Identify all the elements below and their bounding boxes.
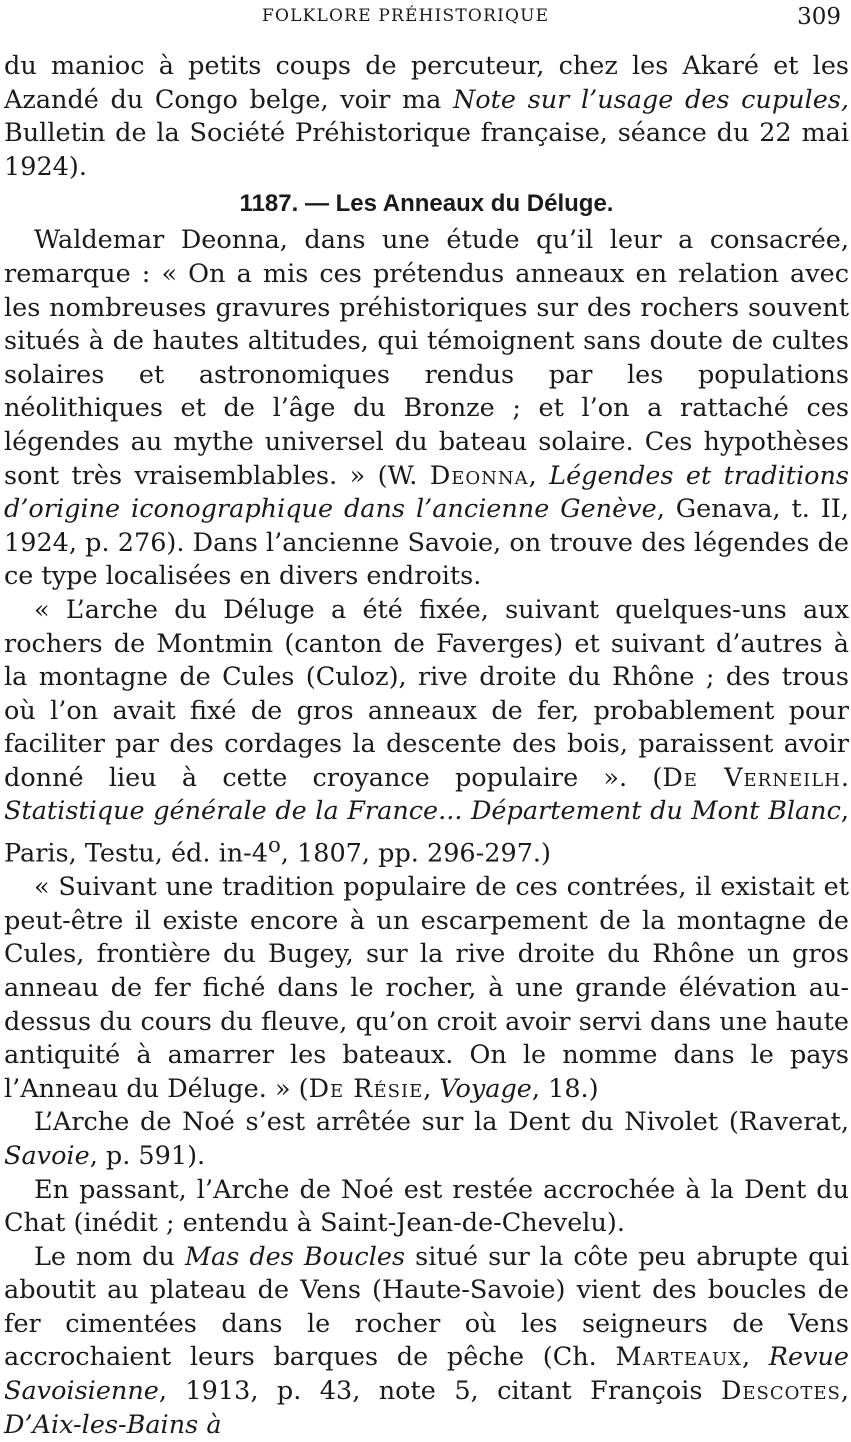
running-head: [0, 4, 851, 32]
section-heading: [4, 184, 849, 224]
paragraph-5: [4, 1174, 849, 1241]
text-run: L’Arche de Noé s’est arrêtée sur la Dent du Nivolet (Raverat,: [34, 1107, 849, 1138]
text-run: ,: [741, 1342, 769, 1373]
text-run: , Paris, Testu, éd. in-4: [4, 796, 849, 869]
page-number: 309: [797, 4, 841, 30]
italic-title: Mas des Boucles: [184, 1241, 406, 1272]
text-run: situé sur la côte peu abrupte qui aboutit au plateau de Vens (Haute-Savoie) vient des boucles de fer cimentées dans le rocher où les seigneurs de Vens accrochaient leurs barques de pêche (Ch.: [4, 1241, 850, 1373]
text-run: En passant, l’Arche de Noé est restée accrochée à la Dent du Chat (inédit ; entendu à Saint-Jean-de-Chevelu).: [4, 1174, 849, 1239]
text-run: ,: [423, 1073, 440, 1104]
italic-title: Statistique générale de la France... Département du Mont Blanc: [4, 796, 841, 827]
italic-title: Voyage: [439, 1073, 532, 1104]
section-dash: —: [304, 190, 329, 218]
author-name: De Résie: [308, 1073, 424, 1104]
text-run: , 1807, pp. 296-297.): [280, 838, 551, 869]
author-name: Descotes: [720, 1376, 841, 1407]
text-run: , p. 591).: [89, 1140, 206, 1171]
text-run: du manioc à petits coups de percuteur, chez les Akaré et les Azandé du Congo belge, voir ma: [4, 51, 849, 115]
italic-title: D’Aix-les-Bains à: [4, 1409, 222, 1440]
author-name: De Verneilh: [662, 762, 841, 793]
text-run: « Suivant une tradition populaire de ces contrées, il existait et peut-être il existe encore à un escarpement de la montagne de Cules, frontière du Bugey, sur la rive droite du Rhône un gros anneau de fer fiché dans le rocher, à une grande élévation au-dessus du cours du fleuve, qu’on croit avoir servi dans une haute antiquité à amarrer les bateaux. On le nomme dans le pays l’Anneau du Déluge. » (: [4, 872, 849, 1104]
superscript: o: [268, 833, 281, 859]
text-run: , 18.): [531, 1073, 599, 1104]
text-run: .: [840, 762, 849, 793]
paragraph-6: [4, 1241, 849, 1442]
text-run: , Genava, t. II, 1924, p. 276). Dans l’ancienne Savoie, on trouve des légendes de ce type localisées en divers endroits.: [4, 494, 849, 592]
section-title: Les Anneaux du Déluge.: [335, 190, 614, 218]
text-run: Waldemar Deonna, dans une étude qu’il leur a consacrée, remarque : « On a mis ces prétendus anneaux en relation avec les nombreuses gravures préhistoriques sur des rochers souvent situés à de hautes altitudes, qui témoignent sans doute de cultes solaires et astronomiques rendus par les populations néolithiques et de l’âge du Bronze ; et l’on a rattaché ces légendes au mythe universel du bateau solaire. Ces hypothèses sont très vraisemblables. » (W.: [4, 225, 849, 491]
running-title: FOLKLORE PRÉHISTORIQUE: [262, 6, 550, 26]
paragraph-4: [4, 1106, 849, 1173]
intro-paragraph: [4, 50, 849, 184]
section-number: 1187.: [239, 190, 299, 218]
text-run: ,: [840, 1376, 849, 1407]
paragraph-3: [4, 871, 849, 1106]
text-run: , 1913, p. 43, note 5, citant François: [158, 1376, 721, 1407]
paragraph-2: [4, 594, 849, 871]
author-name: Marteaux: [615, 1342, 742, 1373]
text-run: « L’arche du Déluge a été fixée, suivant quelques-uns aux rochers de Montmin (canton de Faverges) et suivant d’autres à la montagne de Cules (Culoz), rive droite du Rhône ; des trous où l’on avait fixé de gros anneaux de fer, probablement pour faciliter par des cordages la descente des bois, paraissent avoir donné lieu à cette croyance populaire ». (: [4, 594, 849, 793]
text-run: Bulletin de la Société Préhistorique française, séance du 22 mai 1924).: [4, 118, 849, 182]
italic-title: Savoie: [4, 1140, 90, 1171]
italic-title: Revue Savoisienne: [4, 1342, 850, 1407]
author-name: Deonna: [429, 460, 529, 491]
paragraph-1: [4, 224, 849, 594]
text-run: Le nom du: [34, 1241, 185, 1272]
italic-title: Légendes et traditions d’origine iconographique dans l’ancienne Genève: [4, 460, 850, 525]
text-run: ,: [528, 460, 550, 491]
body-text: [4, 50, 849, 1442]
italic-title: Note sur l’usage des cupules,: [452, 84, 849, 115]
